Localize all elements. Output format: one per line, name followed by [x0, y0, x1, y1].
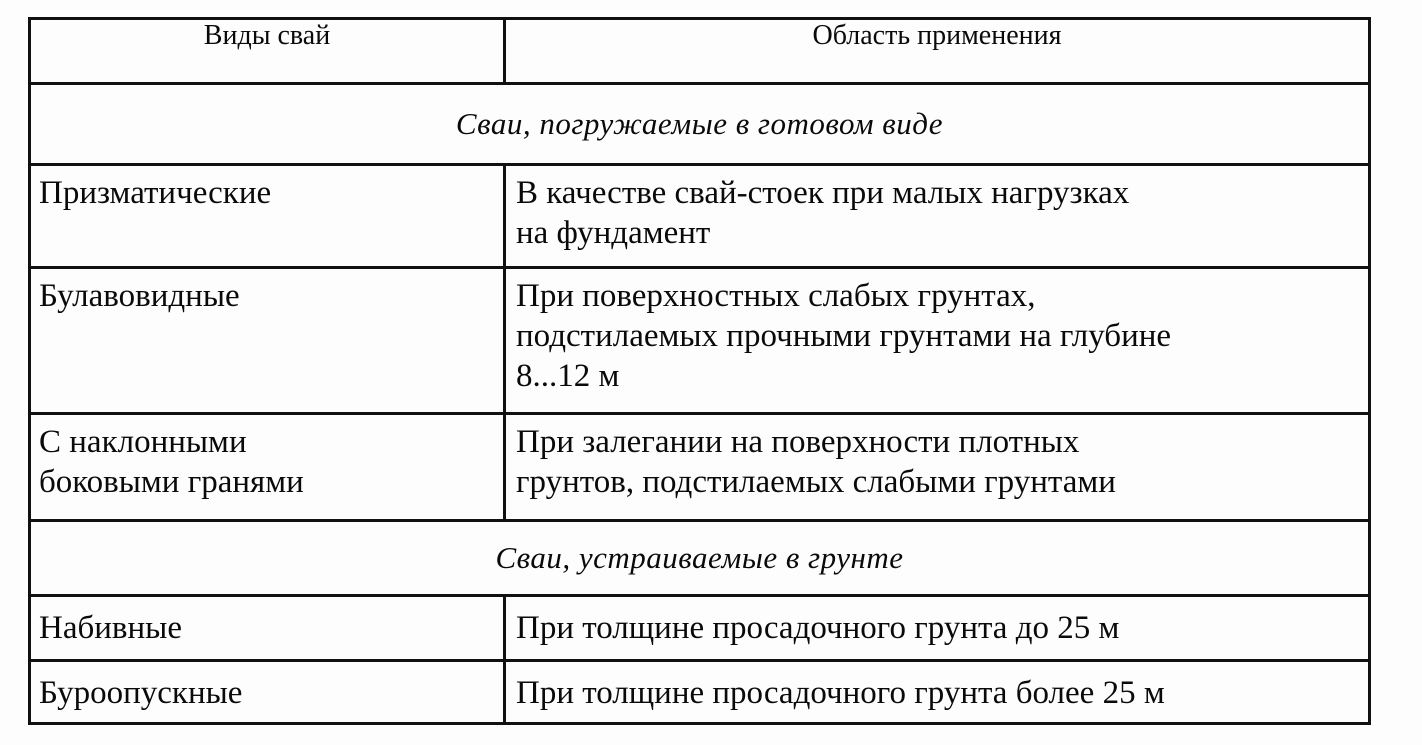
pile-type-cell — [30, 596, 505, 661]
application-line: на фундамент — [516, 215, 711, 251]
header-application-area: Область применения — [505, 19, 1370, 84]
table-row — [30, 596, 1370, 661]
table-row — [30, 661, 1370, 724]
pile-type-line: Буроопускные — [39, 675, 243, 711]
section-row-cast-in-ground — [30, 521, 1370, 596]
pile-type-cell — [30, 268, 505, 414]
pile-type-line: Призматические — [39, 175, 272, 211]
pile-type-line: Набивные — [39, 610, 182, 646]
section-title: Сваи, устраиваемые в грунте — [30, 521, 1370, 596]
pile-type-cell — [30, 414, 505, 521]
section-title: Сваи, погружаемые в готовом виде — [30, 84, 1370, 165]
table-row — [30, 165, 1370, 268]
application-line: подстилаемых прочными грунтами на глубине — [516, 318, 1172, 354]
piles-table — [28, 17, 1371, 725]
pile-type-line: Булавовидные — [39, 278, 240, 314]
application-line: При поверхностных слабых грунтах, — [516, 278, 1036, 314]
application-cell — [505, 165, 1370, 268]
pile-type-line: С наклонными — [39, 424, 247, 460]
application-line: При залегании на поверхности плотных — [516, 424, 1080, 460]
application-line: 8...12 м — [516, 358, 620, 394]
pile-type-line: боковыми гранями — [39, 464, 304, 500]
application-cell — [505, 661, 1370, 724]
application-cell — [505, 414, 1370, 521]
table-header-row — [30, 19, 1370, 84]
application-line: В качестве свай-стоек при малых нагрузках — [516, 175, 1130, 211]
pile-type-cell — [30, 661, 505, 724]
application-line: При толщине просадочного грунта более 25 м — [516, 675, 1165, 711]
pile-type-cell — [30, 165, 505, 268]
table-row — [30, 414, 1370, 521]
application-line: грунтов, подстилаемых слабыми грунтами — [516, 464, 1116, 500]
table-row — [30, 268, 1370, 414]
application-cell — [505, 268, 1370, 414]
section-row-prefabricated — [30, 84, 1370, 165]
application-line: При толщине просадочного грунта до 25 м — [516, 610, 1120, 646]
application-cell — [505, 596, 1370, 661]
header-pile-types: Виды свай — [30, 19, 505, 84]
